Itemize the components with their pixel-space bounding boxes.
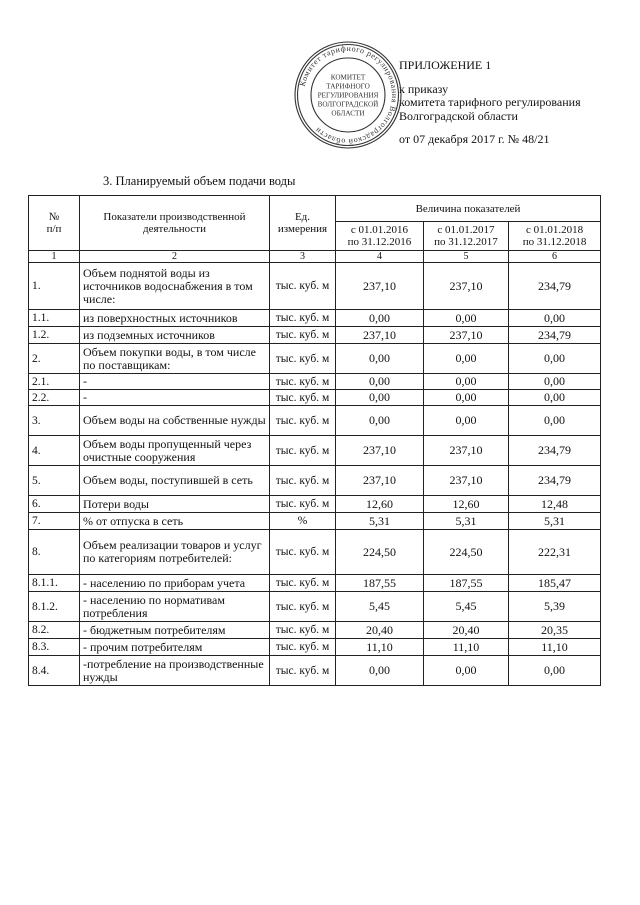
- unit-cell: тыс. куб. м: [270, 436, 336, 466]
- value-2017: 237,10: [424, 436, 509, 466]
- unit-cell: тыс. куб. м: [270, 656, 336, 686]
- value-2018: 234,79: [509, 466, 601, 496]
- value-2016: 0,00: [336, 390, 424, 406]
- unit-cell: тыс. куб. м: [270, 466, 336, 496]
- value-2016: 224,50: [336, 530, 424, 575]
- table-row: [29, 263, 601, 310]
- unit-cell: тыс. куб. м: [270, 374, 336, 390]
- row-number: 1.: [29, 263, 80, 310]
- value-2018: 222,31: [509, 530, 601, 575]
- svg-text:ВОЛГОГРАДСКОЙ: ВОЛГОГРАДСКОЙ: [317, 100, 379, 109]
- water-supply-table: [28, 195, 601, 686]
- row-number: 2.: [29, 344, 80, 374]
- order-line-4: от 07 декабря 2017 г. № 48/21: [399, 132, 550, 146]
- table-row: [29, 344, 601, 374]
- value-2016: 0,00: [336, 374, 424, 390]
- row-number: 6.: [29, 496, 80, 513]
- header-period-2017: с 01.01.2017 по 31.12.2017: [424, 222, 509, 251]
- indicator-name: -: [80, 390, 270, 406]
- value-2017: 0,00: [424, 406, 509, 436]
- indicator-name: Объем реализации товаров и услуг по категориям потребителей:: [80, 530, 270, 575]
- value-2016: 0,00: [336, 310, 424, 327]
- value-2017: 237,10: [424, 466, 509, 496]
- value-2018: 0,00: [509, 310, 601, 327]
- indicator-name: -: [80, 374, 270, 390]
- value-2017: 5,45: [424, 592, 509, 622]
- unit-cell: тыс. куб. м: [270, 530, 336, 575]
- svg-text:ТАРИФНОГО: ТАРИФНОГО: [326, 82, 370, 91]
- table-row: [29, 592, 601, 622]
- col-index: 2: [80, 251, 270, 263]
- svg-text:КОМИТЕТ: КОМИТЕТ: [330, 73, 366, 82]
- table-row: [29, 310, 601, 327]
- value-2017: 5,31: [424, 513, 509, 530]
- official-seal: [293, 40, 403, 150]
- unit-cell: тыс. куб. м: [270, 327, 336, 344]
- appendix-label: ПРИЛОЖЕНИЕ 1: [399, 58, 492, 72]
- col-index: 5: [424, 251, 509, 263]
- indicator-name: из подземных источников: [80, 327, 270, 344]
- header-period-2018: с 01.01.2018 по 31.12.2018: [509, 222, 601, 251]
- document-header: [399, 59, 581, 147]
- indicator-name: Объем воды на собственные нужды: [80, 406, 270, 436]
- section-title: 3. Планируемый объем подачи воды: [103, 174, 296, 188]
- row-number: 8.1.2.: [29, 592, 80, 622]
- table-row: [29, 496, 601, 513]
- value-2018: 11,10: [509, 639, 601, 656]
- row-number: 4.: [29, 436, 80, 466]
- value-2016: 5,31: [336, 513, 424, 530]
- svg-text:Комитет тарифного регулировани: Комитет тарифного регулирования Волгоградской области: [297, 43, 400, 147]
- header-values-group: Величина показателей: [336, 196, 601, 222]
- indicator-name: - населению по приборам учета: [80, 575, 270, 592]
- column-index-row: [29, 251, 601, 263]
- indicator-name: Объем воды, поступившей в сеть: [80, 466, 270, 496]
- row-number: 8.4.: [29, 656, 80, 686]
- indicator-name: из поверхностных источников: [80, 310, 270, 327]
- unit-cell: тыс. куб. м: [270, 575, 336, 592]
- value-2016: 237,10: [336, 263, 424, 310]
- header-unit: Ед. измерения: [270, 196, 336, 251]
- value-2018: 234,79: [509, 327, 601, 344]
- unit-cell: тыс. куб. м: [270, 622, 336, 639]
- row-number: 7.: [29, 513, 80, 530]
- value-2016: 5,45: [336, 592, 424, 622]
- order-line-1: к приказу: [399, 81, 449, 96]
- row-number: 1.2.: [29, 327, 80, 344]
- row-number: 1.1.: [29, 310, 80, 327]
- col-index: 6: [509, 251, 601, 263]
- value-2018: 5,31: [509, 513, 601, 530]
- value-2017: 0,00: [424, 344, 509, 374]
- unit-cell: тыс. куб. м: [270, 639, 336, 656]
- unit-cell: тыс. куб. м: [270, 496, 336, 513]
- col-index: 3: [270, 251, 336, 263]
- svg-text:ОБЛАСТИ: ОБЛАСТИ: [331, 109, 365, 118]
- value-2017: 11,10: [424, 639, 509, 656]
- unit-cell: тыс. куб. м: [270, 263, 336, 310]
- value-2016: 0,00: [336, 344, 424, 374]
- value-2017: 0,00: [424, 374, 509, 390]
- table-row: [29, 575, 601, 592]
- value-2017: 0,00: [424, 390, 509, 406]
- table-row: [29, 327, 601, 344]
- header-period-2016: с 01.01.2016 по 31.12.2016: [336, 222, 424, 251]
- value-2017: 0,00: [424, 310, 509, 327]
- value-2018: 0,00: [509, 390, 601, 406]
- value-2016: 0,00: [336, 406, 424, 436]
- value-2016: 237,10: [336, 466, 424, 496]
- order-line-3: Волгоградской области: [399, 108, 518, 123]
- unit-cell: тыс. куб. м: [270, 310, 336, 327]
- value-2016: 11,10: [336, 639, 424, 656]
- table-row: [29, 406, 601, 436]
- table-row: [29, 530, 601, 575]
- value-2018: 0,00: [509, 374, 601, 390]
- value-2018: 0,00: [509, 656, 601, 686]
- header-indicator: Показатели производственной деятельности: [80, 196, 270, 251]
- table-row: [29, 374, 601, 390]
- table-row: [29, 513, 601, 530]
- header-num: № п/п: [29, 196, 80, 251]
- value-2018: 20,35: [509, 622, 601, 639]
- unit-cell: тыс. куб. м: [270, 406, 336, 436]
- value-2017: 20,40: [424, 622, 509, 639]
- table-row: [29, 436, 601, 466]
- value-2016: 0,00: [336, 656, 424, 686]
- col-index: 4: [336, 251, 424, 263]
- value-2018: 0,00: [509, 344, 601, 374]
- value-2018: 0,00: [509, 406, 601, 436]
- value-2018: 185,47: [509, 575, 601, 592]
- value-2017: 0,00: [424, 656, 509, 686]
- value-2016: 12,60: [336, 496, 424, 513]
- value-2018: 5,39: [509, 592, 601, 622]
- value-2017: 187,55: [424, 575, 509, 592]
- row-number: 5.: [29, 466, 80, 496]
- indicator-name: - прочим потребителям: [80, 639, 270, 656]
- unit-cell: тыс. куб. м: [270, 344, 336, 374]
- row-number: 8.3.: [29, 639, 80, 656]
- row-number: 3.: [29, 406, 80, 436]
- value-2018: 234,79: [509, 263, 601, 310]
- indicator-name: Потери воды: [80, 496, 270, 513]
- row-number: 8.: [29, 530, 80, 575]
- unit-cell: %: [270, 513, 336, 530]
- row-number: 2.2.: [29, 390, 80, 406]
- indicator-name: - бюджетным потребителям: [80, 622, 270, 639]
- indicator-name: % от отпуска в сеть: [80, 513, 270, 530]
- value-2017: 224,50: [424, 530, 509, 575]
- col-index: 1: [29, 251, 80, 263]
- value-2017: 237,10: [424, 263, 509, 310]
- row-number: 8.1.1.: [29, 575, 80, 592]
- table-row: [29, 390, 601, 406]
- value-2016: 237,10: [336, 436, 424, 466]
- table-row: [29, 656, 601, 686]
- indicator-name: - населению по нормативам потребления: [80, 592, 270, 622]
- table-row: [29, 466, 601, 496]
- table-row: [29, 622, 601, 639]
- unit-cell: тыс. куб. м: [270, 390, 336, 406]
- indicator-name: Объем покупки воды, в том числе по поставщикам:: [80, 344, 270, 374]
- value-2018: 234,79: [509, 436, 601, 466]
- value-2016: 187,55: [336, 575, 424, 592]
- indicator-name: -потребление на производственные нужды: [80, 656, 270, 686]
- order-line-2: комитета тарифного регулирования: [399, 95, 581, 109]
- value-2016: 20,40: [336, 622, 424, 639]
- value-2016: 237,10: [336, 327, 424, 344]
- table-row: [29, 639, 601, 656]
- value-2018: 12,48: [509, 496, 601, 513]
- indicator-name: Объем поднятой воды из источников водоснабжения в том числе:: [80, 263, 270, 310]
- value-2017: 237,10: [424, 327, 509, 344]
- svg-text:РЕГУЛИРОВАНИЯ: РЕГУЛИРОВАНИЯ: [317, 91, 379, 100]
- unit-cell: тыс. куб. м: [270, 592, 336, 622]
- value-2017: 12,60: [424, 496, 509, 513]
- row-number: 2.1.: [29, 374, 80, 390]
- indicator-name: Объем воды пропущенный через очистные сооружения: [80, 436, 270, 466]
- row-number: 8.2.: [29, 622, 80, 639]
